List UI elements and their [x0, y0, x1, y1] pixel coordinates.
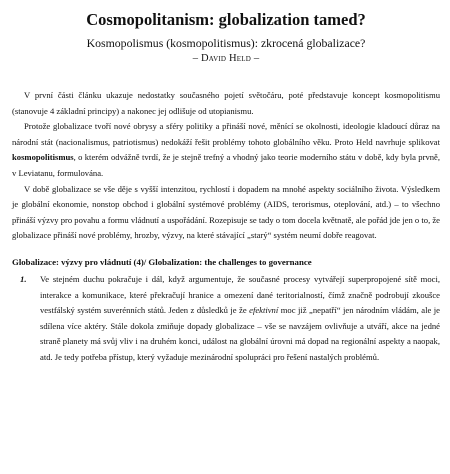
- list-item-text-part-a: Ve stejném duchu pokračuje i dál, když argumentuje, že současné procesy vytvářejí superpropojené sítě moci, interakce a komunikace, které překračují hranice a omezení dané teritorialností, čímž značně podrobují zkoušce vestfálský systém suverénních států. Jeden z důsledků je že: [40, 273, 440, 316]
- paragraph-intro: V první části článku ukazuje nedostatky současného pojetí světočáru, poté představuje koncept kosmopolitismu (stanovuje 4 základní principy) a nakonec jej odlišuje od utopianismu.: [12, 90, 440, 116]
- list-item: [12, 272, 440, 366]
- list-item-text-italic: efektivní: [249, 305, 279, 316]
- section-heading: Globalizace: výzvy pro vládnutí (4)/ Globalization: the challenges to governance: [12, 256, 312, 267]
- author-suffix: –: [251, 53, 260, 64]
- paragraph-globalization: [12, 119, 440, 181]
- list-item-text-part-b: moc již „nepatří“ jen národním vládám, ale je sdílena více aktéry. Stále dokola zmiňuje dopady globalizace – vše se navzájem ovlivňuje a utváří, akce na jedné straně planety má svůj vliv i na druhém konci, událost na globální úrovni má dopad na regionální aspekty a naopak, atd. Je tedy potřeba přístup, který vyžaduje mezinárodní spolupráci pro řešení nastalých problémů.: [40, 305, 440, 362]
- list-item-number: 1.: [20, 273, 27, 284]
- paragraph-era: V době globalizace se vše děje s vyšší intenzitou, rychlostí i dopadem na mnohé aspekty sociálního života. Výsledkem je globální ekonomie, nonstop obchod i globální systémové problémy (AIDS, terorismus, oteplování, atd.) – to všechno přináší výzvy pro povahu a formu vládnutí a uspořádání. Rozepisuje se tady o tom docela květnatě, ale pořád jde jen o to, že globalizace přináší nové problémy, hrozby, výzvy, na které stávající „starý“ systém neumí dobře reagovat.: [12, 183, 440, 241]
- author-prefix: –: [192, 53, 201, 64]
- paragraph-globalization-bold: kosmopolitismus: [12, 152, 74, 163]
- document-subtitle: Kosmopolismus (kosmopolitismus): zkrocená globalizace?: [86, 36, 366, 50]
- paragraph-globalization-part-b: , o kterém odvážně tvrdí, že je stejně trefný a vhodný jako teorie moderního státu v době, kdy byla prvně, v Leviatanu, formulována.: [12, 152, 440, 178]
- author-name: David Held: [201, 53, 251, 64]
- author-line: [12, 52, 440, 66]
- paragraph-globalization-part-a: Protože globalizace tvoří nové obrysy a sféry politiky a přináší nové, měnící se okolnosti, ideologie kladoucí důraz na národní stát (nacionalismus, patriotismus) nedokáží řešit problémy tohoto globálního věku. Proto Held navrhuje splikovat: [12, 121, 440, 147]
- list-item-text: [40, 272, 440, 366]
- document-title: Cosmopolitanism: globalization tamed?: [86, 10, 366, 29]
